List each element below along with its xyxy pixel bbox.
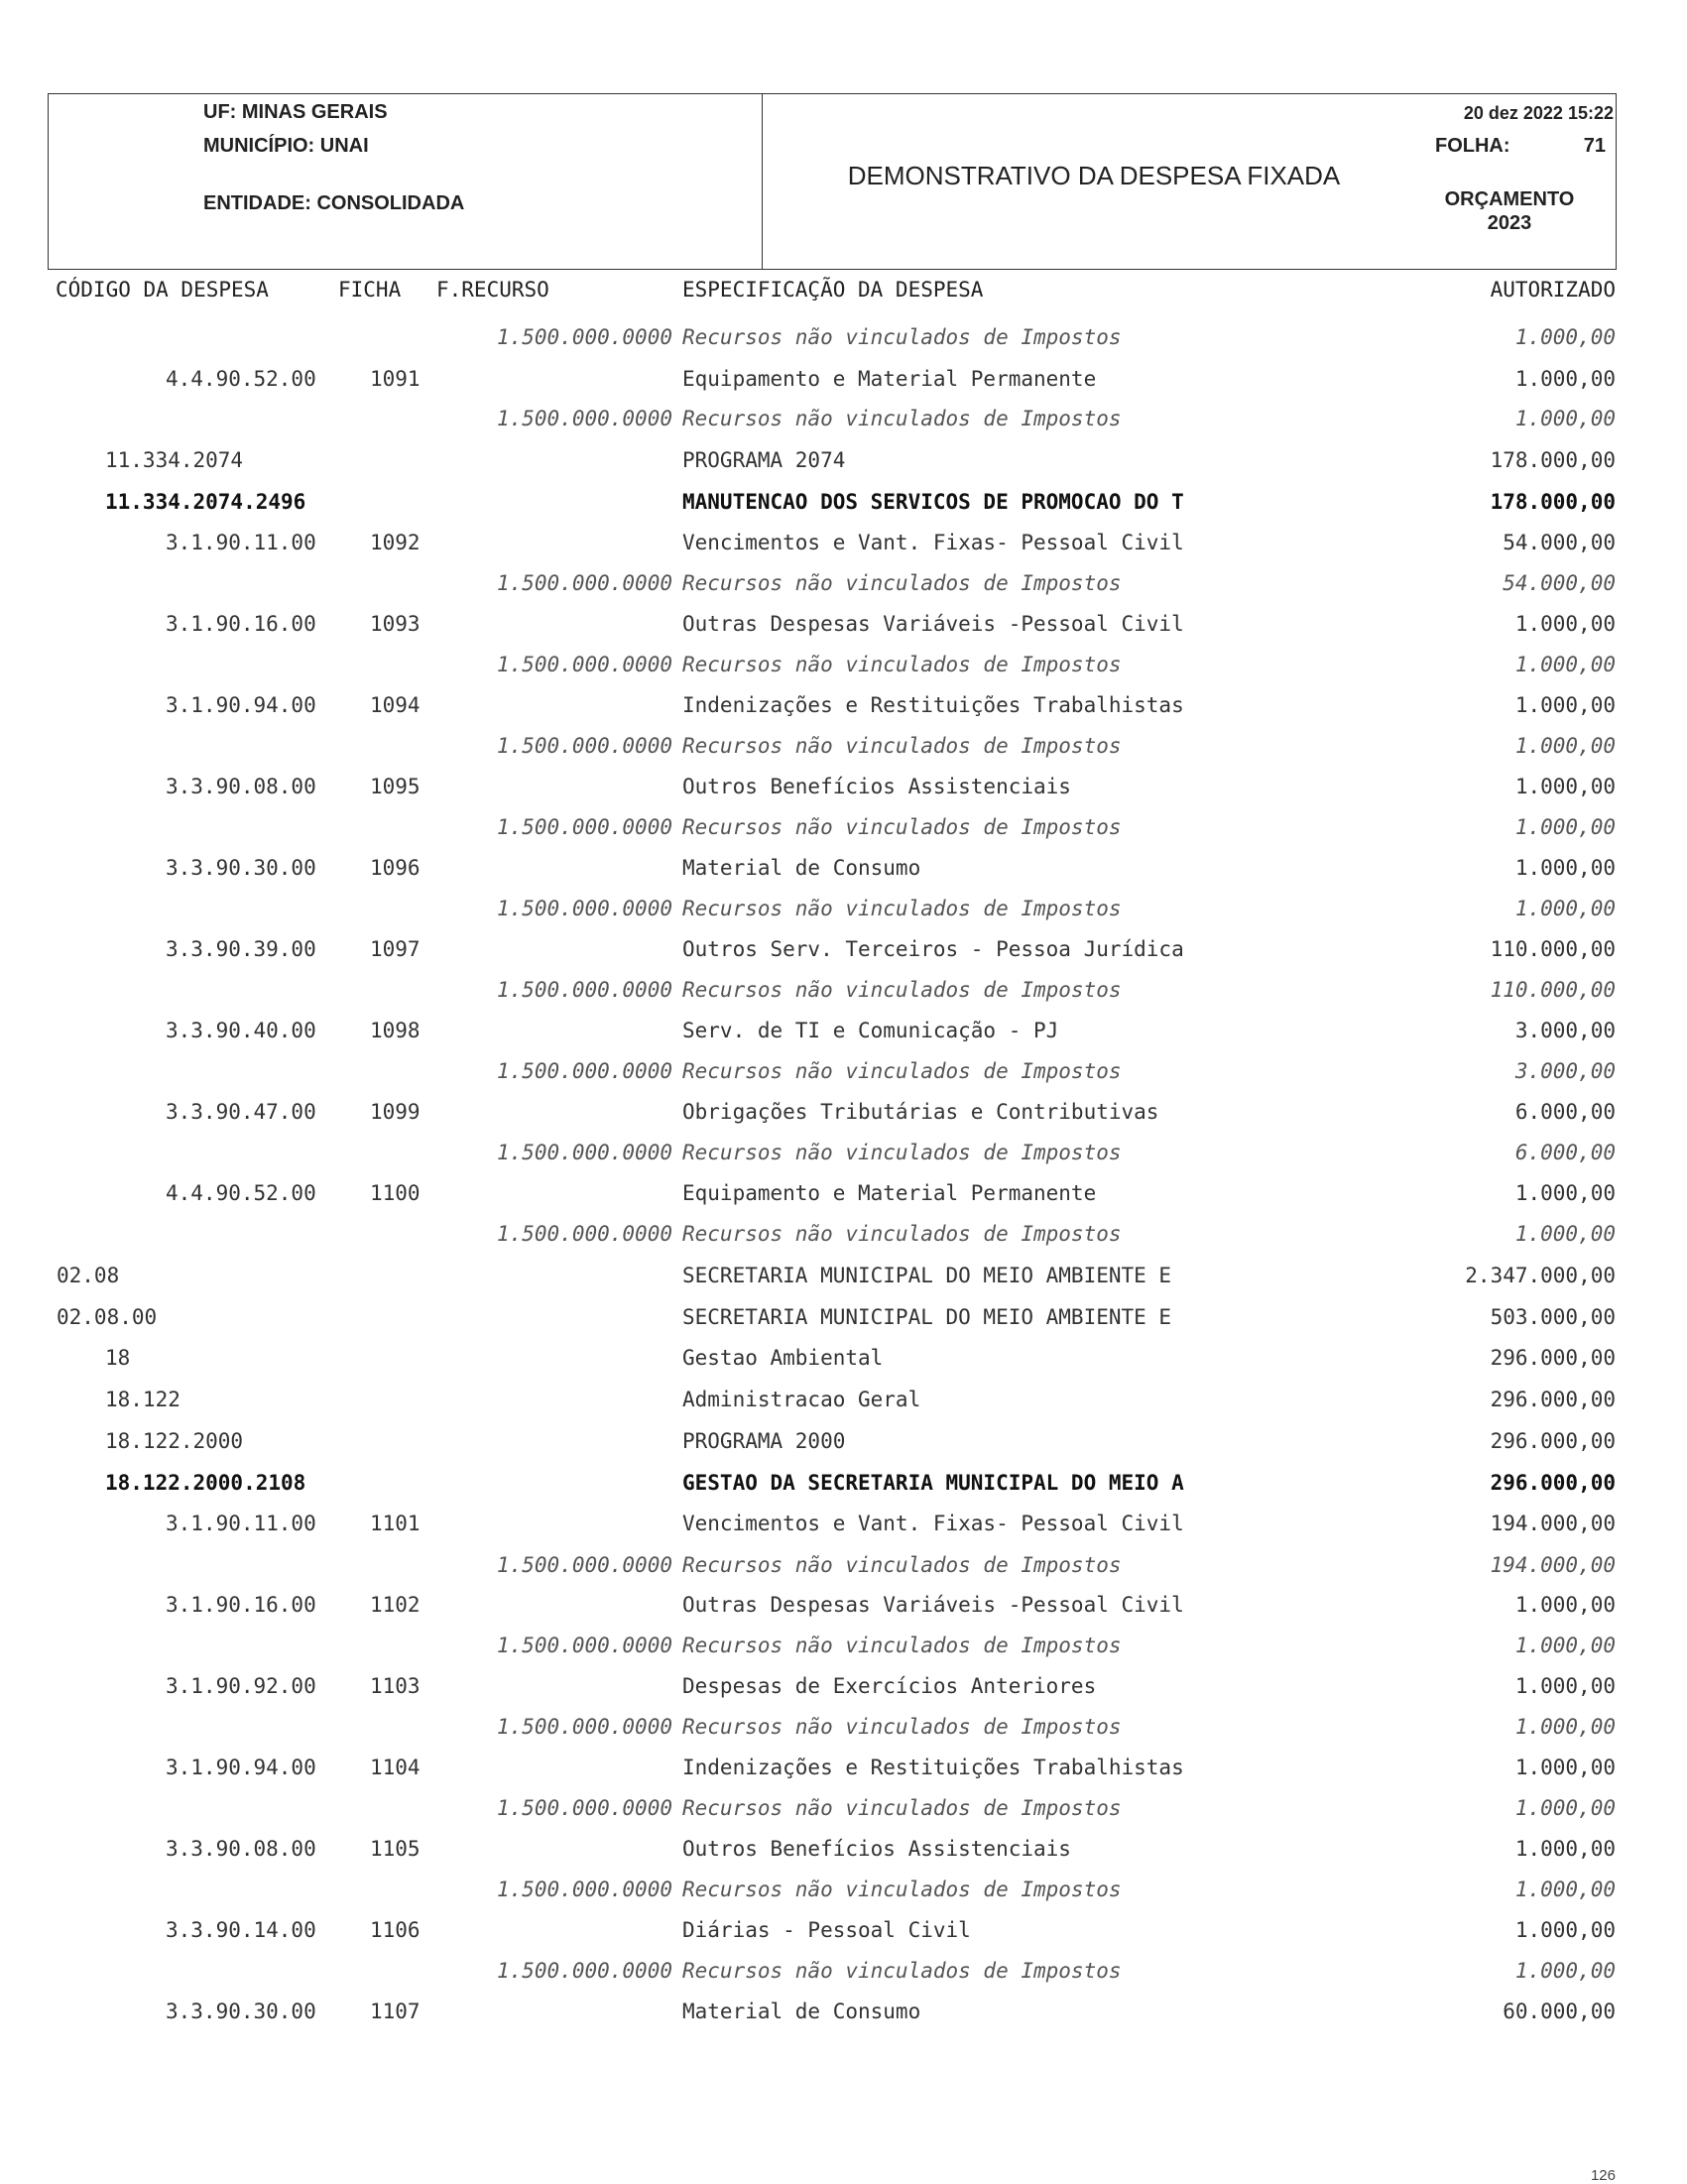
expense-code: 11.334.2074.2496 (105, 490, 306, 514)
ficha-number: 1100 (370, 1181, 421, 1205)
authorized-value: 60.000,00 (1503, 2000, 1616, 2023)
authorized-value: 1.000,00 (1514, 367, 1616, 391)
expense-specification: Outros Serv. Terceiros - Pessoa Jurídica (682, 937, 1184, 961)
expense-code: 4.4.90.52.00 (166, 1181, 316, 1205)
expense-row (0, 1756, 1687, 1785)
fonte-recurso-row (0, 1715, 1687, 1745)
expense-specification: Recursos não vinculados de Impostos (682, 734, 1122, 758)
expense-code: 3.1.90.94.00 (166, 1756, 316, 1779)
fonte-recurso-row (0, 407, 1687, 436)
expense-row (0, 1388, 1687, 1417)
expense-specification: Equipamento e Material Permanente (682, 367, 1097, 391)
authorized-value: 296.000,00 (1490, 1346, 1616, 1370)
page-title: DEMONSTRATIVO DA DESPESA FIXADA (847, 161, 1341, 190)
folha-number: 71 (1583, 135, 1606, 157)
ficha-number: 1095 (370, 775, 421, 798)
expense-code: 3.3.90.30.00 (166, 2000, 316, 2023)
fonte-recurso-code: 1.500.000.0000 (496, 1959, 672, 1983)
expense-specification: Outras Despesas Variáveis -Pessoal Civil (682, 1593, 1184, 1617)
fonte-recurso-code: 1.500.000.0000 (496, 1141, 672, 1164)
fonte-recurso-code: 1.500.000.0000 (496, 325, 672, 349)
expense-row (0, 531, 1687, 560)
fonte-recurso-row (0, 325, 1687, 355)
authorized-value: 194.000,00 (1490, 1553, 1616, 1577)
expense-row (0, 1471, 1687, 1501)
expense-specification: Recursos não vinculados de Impostos (682, 1634, 1122, 1657)
ficha-number: 1091 (370, 367, 421, 391)
expense-code: 18.122.2000 (105, 1429, 244, 1453)
authorized-value: 1.000,00 (1514, 1222, 1616, 1246)
expense-row (0, 856, 1687, 886)
ficha-number: 1102 (370, 1593, 421, 1617)
expense-specification: GESTAO DA SECRETARIA MUNICIPAL DO MEIO A (682, 1471, 1184, 1495)
fonte-recurso-code: 1.500.000.0000 (496, 571, 672, 595)
fonte-recurso-code: 1.500.000.0000 (496, 978, 672, 1002)
authorized-value: 1.000,00 (1514, 856, 1616, 880)
authorized-value: 110.000,00 (1490, 937, 1616, 961)
fonte-recurso-code: 1.500.000.0000 (496, 653, 672, 676)
authorized-value: 1.000,00 (1514, 612, 1616, 636)
fonte-recurso-row (0, 1222, 1687, 1252)
authorized-value: 6.000,00 (1514, 1100, 1616, 1124)
authorized-value: 54.000,00 (1503, 531, 1616, 554)
authorized-value: 3.000,00 (1514, 1019, 1616, 1042)
authorized-value: 1.000,00 (1514, 897, 1616, 920)
authorized-value: 296.000,00 (1490, 1388, 1616, 1411)
entidade-label: ENTIDADE: CONSOLIDADA (203, 192, 465, 214)
expense-row (0, 448, 1687, 478)
expense-code: 3.1.90.16.00 (166, 612, 316, 636)
expense-specification: Recursos não vinculados de Impostos (682, 1878, 1122, 1901)
fonte-recurso-code: 1.500.000.0000 (496, 897, 672, 920)
authorized-value: 1.000,00 (1514, 1796, 1616, 1820)
expense-row (0, 1019, 1687, 1048)
fonte-recurso-code: 1.500.000.0000 (496, 1878, 672, 1901)
authorized-value: 1.000,00 (1514, 775, 1616, 798)
municipio-label: MUNICÍPIO: UNAI (203, 135, 369, 157)
expense-specification: Recursos não vinculados de Impostos (682, 1959, 1122, 1983)
expense-row (0, 775, 1687, 804)
expense-code: 02.08.00 (57, 1305, 158, 1329)
authorized-value: 194.000,00 (1490, 1512, 1616, 1535)
col-header-frecurso: F.RECURSO (436, 278, 549, 302)
col-header-especificacao: ESPECIFICAÇÃO DA DESPESA (682, 278, 984, 302)
authorized-value: 1.000,00 (1514, 325, 1616, 349)
expense-row (0, 693, 1687, 723)
fonte-recurso-code: 1.500.000.0000 (496, 1222, 672, 1246)
fonte-recurso-row (0, 1634, 1687, 1663)
expense-specification: Recursos não vinculados de Impostos (682, 815, 1122, 839)
expense-code: 18 (105, 1346, 131, 1370)
fonte-recurso-row (0, 571, 1687, 601)
fonte-recurso-code: 1.500.000.0000 (496, 1059, 672, 1083)
expense-row (0, 1305, 1687, 1335)
expense-specification: Recursos não vinculados de Impostos (682, 1553, 1122, 1577)
expense-specification: SECRETARIA MUNICIPAL DO MEIO AMBIENTE E (682, 1264, 1172, 1287)
expense-code: 3.1.90.16.00 (166, 1593, 316, 1617)
expense-specification: Recursos não vinculados de Impostos (682, 325, 1122, 349)
col-header-ficha: FICHA (338, 278, 402, 302)
expense-specification: MANUTENCAO DOS SERVICOS DE PROMOCAO DO T (682, 490, 1184, 514)
fonte-recurso-code: 1.500.000.0000 (496, 407, 672, 430)
authorized-value: 503.000,00 (1490, 1305, 1616, 1329)
ficha-number: 1107 (370, 2000, 421, 2023)
expense-row (0, 2000, 1687, 2029)
authorized-value: 1.000,00 (1514, 734, 1616, 758)
ficha-number: 1098 (370, 1019, 421, 1042)
expense-specification: Outras Despesas Variáveis -Pessoal Civil (682, 612, 1184, 636)
expense-code: 3.3.90.47.00 (166, 1100, 316, 1124)
expense-specification: Serv. de TI e Comunicação - PJ (682, 1019, 1059, 1042)
expense-row (0, 1429, 1687, 1459)
col-header-codigo: CÓDIGO DA DESPESA (56, 278, 269, 302)
expense-specification: PROGRAMA 2000 (682, 1429, 846, 1453)
expense-specification: Recursos não vinculados de Impostos (682, 1059, 1122, 1083)
expense-code: 3.1.90.11.00 (166, 531, 316, 554)
expense-row (0, 1837, 1687, 1867)
ficha-number: 1092 (370, 531, 421, 554)
expense-code: 4.4.90.52.00 (166, 367, 316, 391)
expense-specification: Recursos não vinculados de Impostos (682, 1796, 1122, 1820)
expense-row (0, 490, 1687, 520)
expense-specification: Administracao Geral (682, 1388, 921, 1411)
fonte-recurso-row (0, 897, 1687, 926)
folha-label: FOLHA: (1435, 135, 1510, 157)
expense-specification: Recursos não vinculados de Impostos (682, 1222, 1122, 1246)
authorized-value: 54.000,00 (1503, 571, 1616, 595)
expense-specification: Recursos não vinculados de Impostos (682, 653, 1122, 676)
ficha-number: 1101 (370, 1512, 421, 1535)
uf-label: UF: MINAS GERAIS (203, 101, 388, 123)
expense-row (0, 367, 1687, 397)
ficha-number: 1105 (370, 1837, 421, 1861)
authorized-value: 1.000,00 (1514, 407, 1616, 430)
expense-row (0, 1593, 1687, 1623)
ficha-number: 1103 (370, 1674, 421, 1698)
expense-row (0, 937, 1687, 967)
expense-specification: Recursos não vinculados de Impostos (682, 571, 1122, 595)
col-header-autorizado: AUTORIZADO (1490, 278, 1616, 302)
fonte-recurso-row (0, 815, 1687, 845)
ficha-number: 1097 (370, 937, 421, 961)
authorized-value: 1.000,00 (1514, 1837, 1616, 1861)
expense-specification: Indenizações e Restituições Trabalhistas (682, 1756, 1184, 1779)
fonte-recurso-row (0, 1059, 1687, 1089)
authorized-value: 110.000,00 (1490, 978, 1616, 1002)
authorized-value: 1.000,00 (1514, 815, 1616, 839)
expense-specification: Vencimentos e Vant. Fixas- Pessoal Civil (682, 531, 1184, 554)
ficha-number: 1093 (370, 612, 421, 636)
fonte-recurso-code: 1.500.000.0000 (496, 1715, 672, 1739)
ficha-number: 1106 (370, 1918, 421, 1942)
expense-row (0, 1100, 1687, 1130)
expense-code: 3.3.90.40.00 (166, 1019, 316, 1042)
expense-code: 3.3.90.08.00 (166, 775, 316, 798)
ficha-number: 1096 (370, 856, 421, 880)
authorized-value: 1.000,00 (1514, 693, 1616, 717)
expense-row (0, 1346, 1687, 1376)
fonte-recurso-row (0, 1141, 1687, 1170)
expense-specification: SECRETARIA MUNICIPAL DO MEIO AMBIENTE E (682, 1305, 1172, 1329)
expense-specification: Recursos não vinculados de Impostos (682, 407, 1122, 430)
ficha-number: 1104 (370, 1756, 421, 1779)
expense-row (0, 612, 1687, 642)
fonte-recurso-code: 1.500.000.0000 (496, 734, 672, 758)
fonte-recurso-code: 1.500.000.0000 (496, 1553, 672, 1577)
expense-code: 3.3.90.08.00 (166, 1837, 316, 1861)
expense-specification: Material de Consumo (682, 856, 921, 880)
expense-code: 3.3.90.30.00 (166, 856, 316, 880)
fonte-recurso-code: 1.500.000.0000 (496, 1796, 672, 1820)
expense-specification: Equipamento e Material Permanente (682, 1181, 1097, 1205)
authorized-value: 1.000,00 (1514, 1715, 1616, 1739)
fonte-recurso-row (0, 734, 1687, 764)
expense-code: 3.3.90.14.00 (166, 1918, 316, 1942)
expense-code: 02.08 (57, 1264, 120, 1287)
fonte-recurso-code: 1.500.000.0000 (496, 1634, 672, 1657)
expense-code: 3.1.90.11.00 (166, 1512, 316, 1535)
expense-specification: Obrigações Tributárias e Contributivas (682, 1100, 1159, 1124)
page-number: 126 (1590, 2167, 1616, 2184)
fonte-recurso-row (0, 1959, 1687, 1989)
fonte-recurso-code: 1.500.000.0000 (496, 815, 672, 839)
report-datetime: 20 dez 2022 15:22 (1463, 103, 1614, 123)
authorized-value: 1.000,00 (1514, 1918, 1616, 1942)
expense-specification: Vencimentos e Vant. Fixas- Pessoal Civil (682, 1512, 1184, 1535)
expense-specification: Gestao Ambiental (682, 1346, 884, 1370)
authorized-value: 1.000,00 (1514, 1674, 1616, 1698)
authorized-value: 1.000,00 (1514, 1593, 1616, 1617)
expense-row (0, 1918, 1687, 1948)
expense-code: 3.1.90.92.00 (166, 1674, 316, 1698)
authorized-value: 178.000,00 (1490, 490, 1616, 514)
expense-row (0, 1181, 1687, 1211)
expense-specification: PROGRAMA 2074 (682, 448, 846, 472)
expense-row (0, 1512, 1687, 1541)
expense-specification: Recursos não vinculados de Impostos (682, 1715, 1122, 1739)
authorized-value: 296.000,00 (1490, 1429, 1616, 1453)
expense-specification: Material de Consumo (682, 2000, 921, 2023)
expense-specification: Outros Benefícios Assistenciais (682, 1837, 1071, 1861)
authorized-value: 1.000,00 (1514, 1878, 1616, 1901)
ficha-number: 1094 (370, 693, 421, 717)
expense-code: 18.122 (105, 1388, 181, 1411)
expense-specification: Outros Benefícios Assistenciais (682, 775, 1071, 798)
authorized-value: 1.000,00 (1514, 653, 1616, 676)
fonte-recurso-row (0, 1796, 1687, 1826)
expense-code: 18.122.2000.2108 (105, 1471, 306, 1495)
authorized-value: 1.000,00 (1514, 1634, 1616, 1657)
authorized-value: 2.347.000,00 (1465, 1264, 1616, 1287)
fonte-recurso-row (0, 1553, 1687, 1583)
fonte-recurso-row (0, 653, 1687, 682)
authorized-value: 178.000,00 (1490, 448, 1616, 472)
authorized-value: 1.000,00 (1514, 1756, 1616, 1779)
expense-code: 3.1.90.94.00 (166, 693, 316, 717)
authorized-value: 296.000,00 (1490, 1471, 1616, 1495)
expense-specification: Recursos não vinculados de Impostos (682, 1141, 1122, 1164)
ficha-number: 1099 (370, 1100, 421, 1124)
authorized-value: 1.000,00 (1514, 1181, 1616, 1205)
expense-row (0, 1674, 1687, 1704)
authorized-value: 1.000,00 (1514, 1959, 1616, 1983)
orcamento-label: ORÇAMENTO (1444, 188, 1575, 210)
expense-specification: Diárias - Pessoal Civil (682, 1918, 971, 1942)
expense-specification: Recursos não vinculados de Impostos (682, 897, 1122, 920)
authorized-value: 6.000,00 (1514, 1141, 1616, 1164)
fonte-recurso-row (0, 978, 1687, 1008)
expense-specification: Despesas de Exercícios Anteriores (682, 1674, 1097, 1698)
expense-code: 3.3.90.39.00 (166, 937, 316, 961)
expense-specification: Indenizações e Restituições Trabalhistas (682, 693, 1184, 717)
expense-code: 11.334.2074 (105, 448, 244, 472)
expense-specification: Recursos não vinculados de Impostos (682, 978, 1122, 1002)
expense-row (0, 1264, 1687, 1293)
fonte-recurso-row (0, 1878, 1687, 1907)
authorized-value: 3.000,00 (1514, 1059, 1616, 1083)
orcamento-year: 2023 (1487, 212, 1532, 234)
